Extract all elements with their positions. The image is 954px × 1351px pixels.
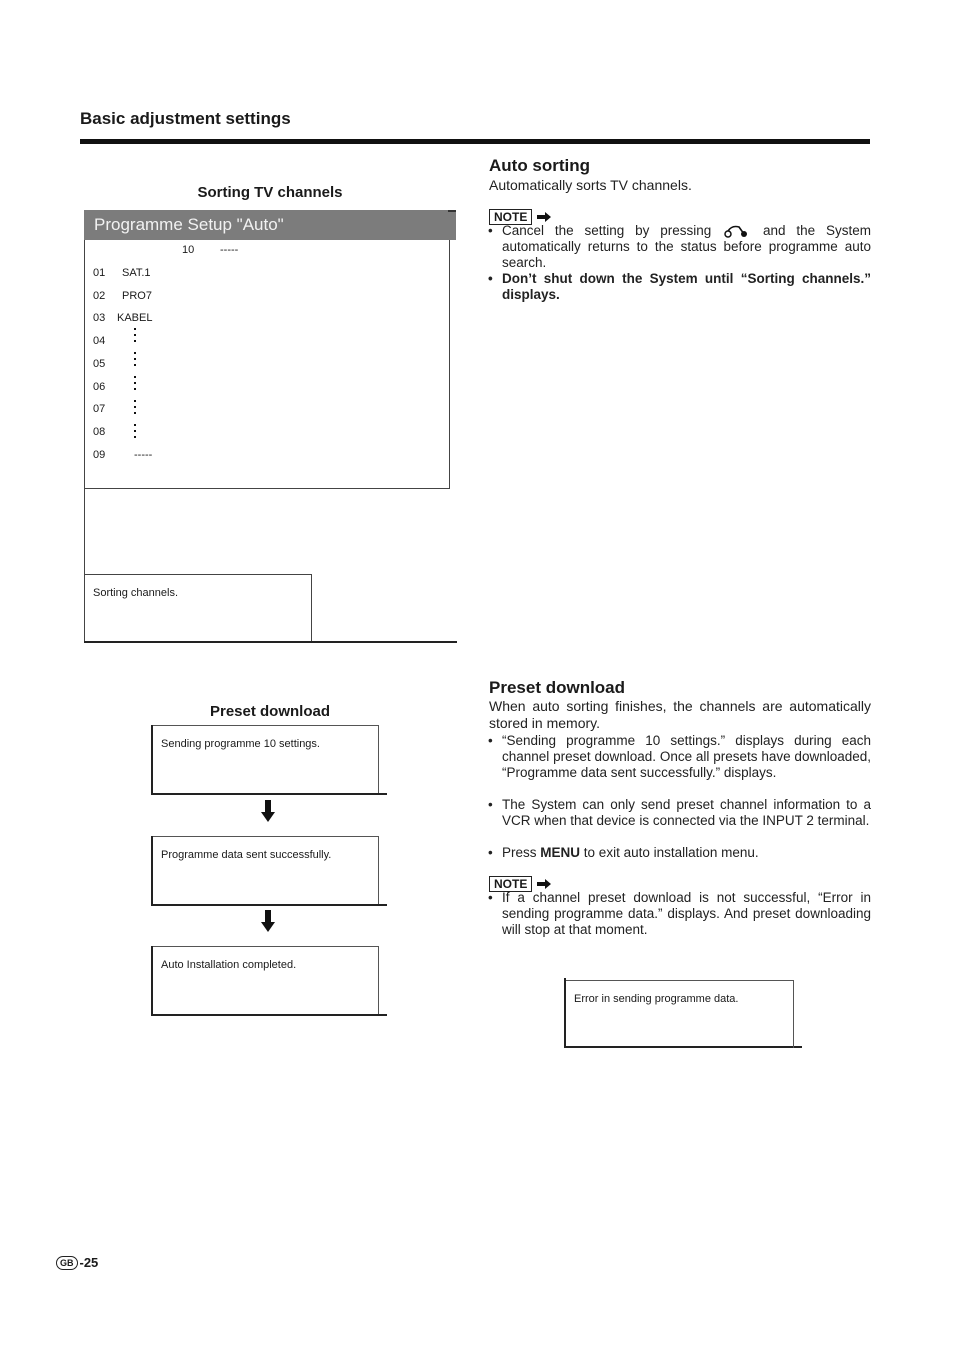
preset-download-intro: When auto sorting finishes, the channels are automatically stored in memory. <box>489 698 871 731</box>
channel-row-number: 07 <box>93 403 106 416</box>
page-number <box>56 1255 98 1270</box>
preset-step-3 <box>151 946 387 1016</box>
preset-bullet-1: • “Sending programme 10 settings.” displays during each channel preset download. Once all presets have downloaded, “Programme data sent successfully.” displays. <box>488 733 871 780</box>
note-arrow-icon <box>537 212 551 222</box>
channel-row-name: PRO7 <box>122 289 152 302</box>
preset-note-bullet: • If a channel preset download is not successful, “Error in sending programme data.” displays. And preset downloading will stop at that moment. <box>488 890 871 937</box>
programme-setup-title: Programme Setup "Auto" <box>84 210 456 240</box>
preset-step-1 <box>151 725 387 795</box>
region-badge: GB <box>56 1256 78 1270</box>
top-channel-name: ----- <box>220 244 239 256</box>
top-channel-number: 10 <box>182 244 195 256</box>
error-box <box>564 978 802 1048</box>
preset-bullet-3-pre: Press <box>502 845 537 860</box>
preset-download-heading: Preset download <box>489 678 626 697</box>
page-number-text: -25 <box>79 1255 99 1270</box>
screen-bottom-line <box>84 641 457 643</box>
preset-label: Preset download <box>209 703 331 720</box>
note-label: NOTE <box>489 209 532 225</box>
preset-bullet-1-text: “Sending programme 10 settings.” displays during each channel preset download. Once all presets have downloaded, “Programme data sent successfully.” displays. <box>502 733 871 780</box>
note-bullet-cancel-text-a: Cancel the setting by pressing <box>502 223 712 238</box>
preset-step-1-text: Sending programme 10 settings. <box>153 725 379 793</box>
sorting-label: Sorting TV channels <box>197 184 343 201</box>
note-bullet-warning: • Don’t shut down the System until “Sorting channels.” displays. <box>488 271 871 302</box>
menu-key: MENU <box>540 845 581 860</box>
channel-row-name: ----- <box>134 448 153 461</box>
channel-row-number: 08 <box>93 425 106 438</box>
channel-row-number: 04 <box>93 335 106 348</box>
preset-bullet-2: • The System can only send preset channel information to a VCR when that device is connected via the INPUT 2 terminal. <box>488 797 871 828</box>
continuation-dots <box>134 328 137 448</box>
channel-row-number: 03 <box>93 312 106 325</box>
note-bullet-cancel-text-b: and the System automatically returns to the status before programme auto search. <box>502 223 871 270</box>
note-label-2: NOTE <box>489 876 532 892</box>
channel-row-name: KABEL <box>117 312 153 325</box>
preset-bullet-3-post: to exit auto installation menu. <box>583 845 759 860</box>
section-title: Basic adjustment settings <box>80 109 291 128</box>
preset-step-3-text: Auto Installation completed. <box>153 946 379 1014</box>
channel-row-number: 06 <box>93 380 106 393</box>
preset-bullet-3: • Press MENU to exit auto installation menu. <box>488 845 759 860</box>
section-rule <box>80 139 870 144</box>
channel-row-number: 09 <box>93 448 106 461</box>
channel-row-name: SAT.1 <box>122 267 151 279</box>
note-bullet-cancel: • Cancel the setting by pressing and the System automatically returns to the status before programme auto search. <box>488 223 871 270</box>
auto-sorting-intro: Automatically sorts TV channels. <box>489 177 692 193</box>
preset-bullet-2-text: The System can only send preset channel information to a VCR when that device is connected via the INPUT 2 terminal. <box>502 797 871 828</box>
preset-step-2-text: Programme data sent successfully. <box>153 836 379 904</box>
channel-row-number: 02 <box>93 289 106 302</box>
error-box-text: Error in sending programme data. <box>566 980 794 1048</box>
channel-row-number: 05 <box>93 357 106 370</box>
channel-row-number: 01 <box>93 267 106 279</box>
down-arrow-icon <box>261 800 275 822</box>
note-arrow-icon <box>537 879 551 889</box>
screen-header-edge <box>448 210 456 212</box>
preset-note-bullet-text: If a channel preset download is not successful, “Error in sending programme data.” displays. And preset downloading will stop at that moment. <box>502 890 871 937</box>
auto-sorting-heading: Auto sorting <box>489 156 591 175</box>
down-arrow-icon <box>261 910 275 932</box>
preset-step-2 <box>151 836 387 906</box>
note-bullet-warning-text: Don’t shut down the System until “Sorting channels.” displays. <box>502 271 871 302</box>
status-message-box: Sorting channels. <box>84 574 312 642</box>
return-icon <box>722 224 752 238</box>
